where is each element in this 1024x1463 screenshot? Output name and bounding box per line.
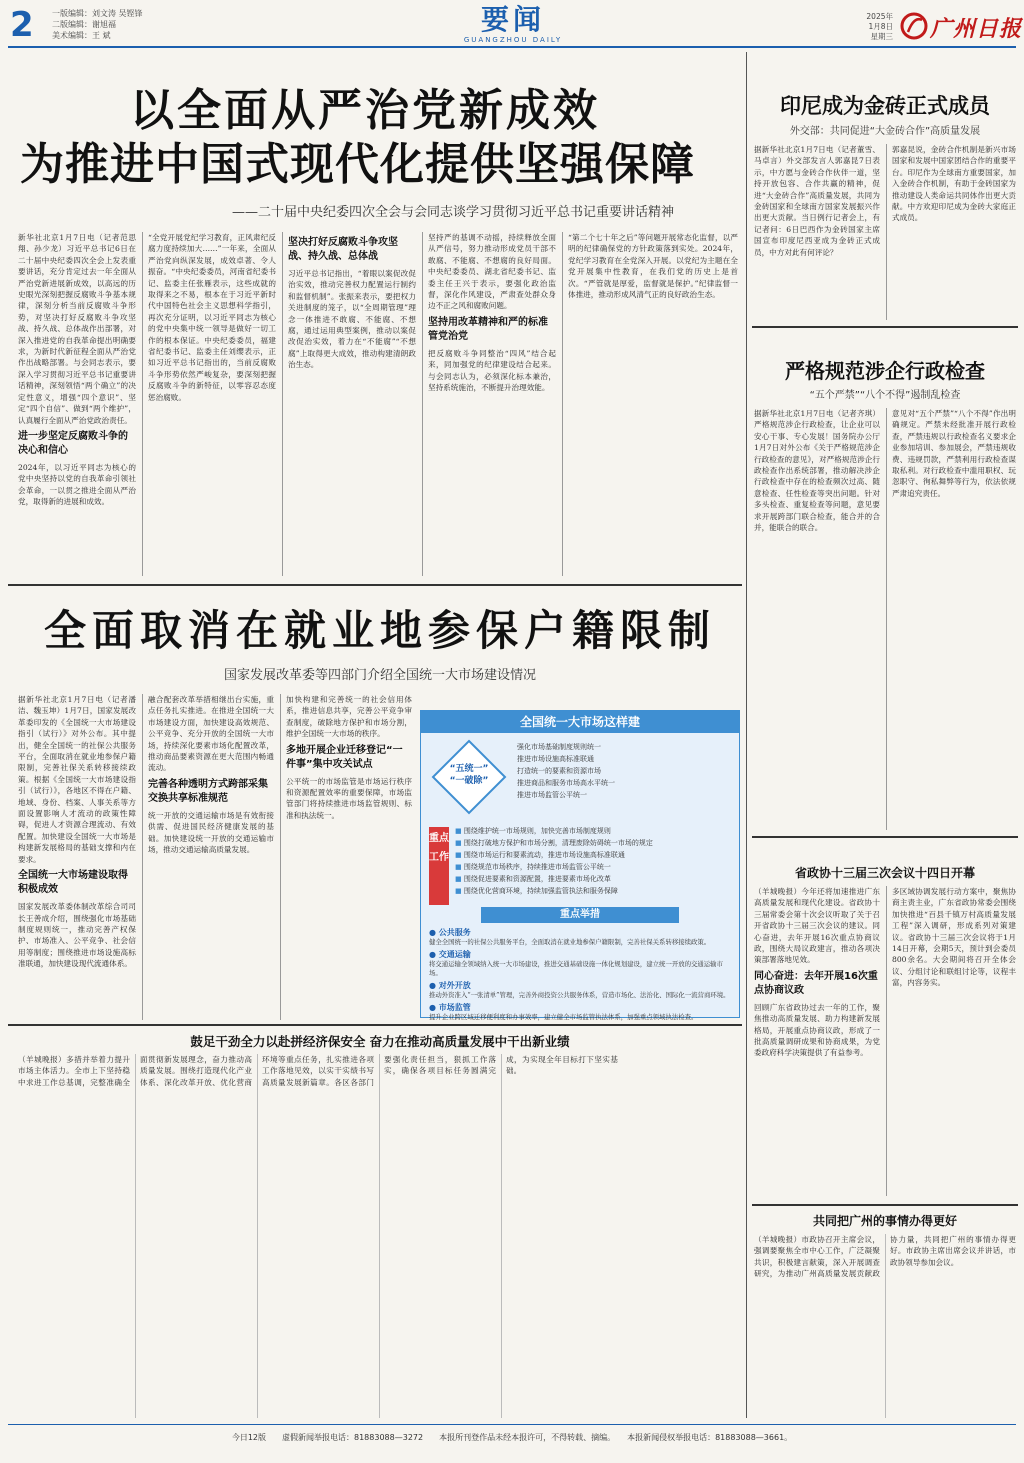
article2-title: 全面取消在就业地参保户籍限制 xyxy=(43,606,716,655)
article5-title: 省政协十三届三次会议十四日开幕 xyxy=(794,866,975,880)
work-item xyxy=(455,849,733,861)
editor-line-2: 二版编辑：谢旭福 xyxy=(52,20,116,29)
work-item-text: 围绕规范市场秩序，持续推进市场监管公平统一 xyxy=(463,863,611,871)
article1-subhead-3: 坚持用改革精神和严的标准管党治党 xyxy=(428,316,548,342)
article2-column-1 xyxy=(18,694,136,1020)
bullet-icon: ■ xyxy=(455,827,464,835)
article1-title-line2: 为推进中国式现代化提供坚强保障 xyxy=(20,139,695,190)
work-item xyxy=(455,837,733,849)
article1-column-2 xyxy=(148,232,276,576)
article2-bottom-rule xyxy=(8,1024,742,1026)
article4-title: 严格规范涉企行政检查 xyxy=(785,359,985,383)
work-item-text: 围绕促进要素和资源配置，推进要素市场化改革 xyxy=(463,875,611,883)
bullet-icon: ■ xyxy=(455,875,464,883)
infobox-work-tag: 重点工作 xyxy=(429,827,449,905)
article4-text-1: 据新华社北京1月7日电（记者齐琪）严格规范涉企行政检查，让企业可以安心干事、专心发展！国务院办公厅1月7日对外公布《关于严格规范涉企行政检查的意见》，对严格规范涉企行政检查作出系统部署，推动解决涉企行政检查中存在的检查频次过高、随意检查、任性检查等突出问题。针对多头检查、重复检查等问题，意见要求开展跨部门联合检查，能合并的合并，能联合的联合。 xyxy=(754,409,880,533)
measure-item xyxy=(429,1002,731,1022)
article6-text: （羊城晚报）多措并举着力提升市场主体活力。全市上下坚持稳中求进工作总基调，完整准确全面贯彻新发展理念，奋力推动高质量发展。围绕打造现代化产业体系、深化改革开放、优化营商环境等重点任务，扎实推进各项工作落地见效，以实干实绩书写高质量发展新篇章。各区各部门要强化责任担当，狠抓工作落实，确保各项目标任务圆满完成，为实现全年目标打下坚实基础。 xyxy=(18,1055,618,1087)
article2-text-3b: 公平统一的市场监管是市场运行秩序和资源配置效率的重要保障，市场监管部门将持续推进市场监管规则、标准和执法统一。 xyxy=(286,776,412,820)
work-item xyxy=(455,861,733,873)
work-item-text: 围绕优化营商环境，持续加强监管执法和服务保障 xyxy=(463,887,618,895)
article1-column-4 xyxy=(428,232,556,576)
column-divider xyxy=(142,694,143,1020)
infobox-title: 全国统一大市场这样建 xyxy=(421,711,739,733)
masthead-logo xyxy=(898,10,1022,42)
article1-bottom-rule xyxy=(8,584,742,586)
column-divider xyxy=(142,232,143,576)
column-divider xyxy=(280,694,281,1020)
five-item: 打造统一的要素和资源市场 xyxy=(517,767,601,775)
measure-name: 公共服务 xyxy=(438,928,471,937)
article2-subtitle: 国家发展改革委等四部门介绍全国统一大市场建设情况 xyxy=(223,668,536,683)
article2-text-2b: 统一开放的交通运输市场是有效衔接供需、促进国民经济健康发展的基础。加快建设统一开放的交通运输市场，推动交通运输高质量发展。 xyxy=(148,810,274,855)
five-item: 强化市场基础制度规则统一 xyxy=(517,743,601,751)
work-item-text: 围绕打破地方保护和市场分割，清理废除妨碍统一市场的规定 xyxy=(463,839,653,847)
measure-text: 将交通运输全领域纳入统一大市场建设，推进交通基础设施一体化规划建设，建立统一开放的交通运输市场。 xyxy=(429,960,723,977)
article1-text-1: 新华社北京1月7日电（记者范思翔、孙少龙）习近平总书记6日在二十届中央纪委四次全会上发表重要讲话，充分肯定过去一年全面从严治党新进展新成效，以高远的历史眼光深刻把握反腐败斗争基本规律，深刻分析当前反腐败斗争形势，对坚决打好反腐败斗争攻坚战、持久战、总体战作出部署，对深入推进党的自我革命提出明确要求，为新时代新征程全面从严治党作出战略部署。与会同志表示，要深入学习贯彻习近平总书记重要讲话精神，深刻领悟“两个确立”的决定性意义，增强“四个意识”、坚定“四个自信”、做到“两个维护”，认真履行全面从严治党政治责任。 xyxy=(18,233,136,425)
article5-column-1 xyxy=(754,886,880,1196)
column-divider xyxy=(282,232,283,576)
footer-rule xyxy=(8,1424,1016,1425)
article1-column-3 xyxy=(288,232,416,576)
infobox-measures xyxy=(429,927,731,1021)
bullet-icon: ■ xyxy=(455,887,464,895)
article5-column-2 xyxy=(892,886,1016,1196)
column-divider xyxy=(422,232,423,576)
article1-text-6: “第二个七十年之后”等问题开展常态化监督，以严明的纪律确保党的方针政策落到实处。2024年，党纪学习教育在全党深入开展。以党纪为主题在全党开展集中性教育，在我们党的历史上是首次。“严管就是厚爱，监督就是保护。”纪律监督一体推进，推动形成风清气正的良好政治生态。 xyxy=(568,233,738,300)
work-item-text: 围绕市场运行和要素流动，推进市场设施高标准联通 xyxy=(463,851,625,859)
infobox xyxy=(420,710,740,1021)
main-vertical-divider xyxy=(746,52,747,1418)
measure-name: 交通运输 xyxy=(438,950,471,959)
date-weekday: 星期三 xyxy=(870,32,893,41)
article2-text-3: 加快构建和完善统一的社会信用体系，推进信息共享，完善公平竞争审查制度，破除地方保护和市场分割，维护全国统一大市场的秩序。 xyxy=(286,695,412,739)
date-year: 2025年 xyxy=(866,12,893,21)
date-day: 1月8日 xyxy=(868,22,893,31)
article4-subtitle: “五个严禁”“八个不得”遏制乱检查 xyxy=(809,390,961,401)
infobox-measures-title: 重点举措 xyxy=(481,907,679,923)
five-item: 推进市场监管公平统一 xyxy=(517,791,587,799)
circle-bullet-icon: ● xyxy=(429,981,439,990)
measure-name: 市场监管 xyxy=(438,1003,471,1012)
measure-text: 健全全国统一的社保公共服务平台，全面取消在就业地参保户籍限制，完善社保关系转移接续政策。 xyxy=(429,938,711,946)
article1-text-1b: 2024年，以习近平同志为核心的党中央坚持以党的自我革命引领社会革命，一以贯之推进全面从严治党，取得新的进展和成效。 xyxy=(18,462,136,507)
article6-body xyxy=(18,1054,740,1418)
circle-bullet-icon: ● xyxy=(429,950,439,959)
work-item xyxy=(455,873,733,885)
article4-text-2: 意见对“五个严禁”“八个不得”作出明确规定。严禁未经批准开展行政检查，严禁违规以行政检查名义要求企业参加培训、参加展会，严禁违规收费、违规罚款，严禁利用行政检查谋取私利。对行政检查中滥用职权、玩忽职守、徇私舞弊等行为，依法依规严肃追究责任。 xyxy=(892,409,1016,498)
article2-text-1b: 国家发展改革委体制改革综合司司长王善成介绍，围绕强化市场基础制度规则统一，推动完善产权保护、市场准入、公平竞争、社会信用等制度；围绕推进市场设施高标准联通，加快建设现代流通体系。 xyxy=(18,902,136,969)
article7-body xyxy=(754,1234,1016,1418)
bullet-icon: ■ xyxy=(455,863,464,871)
footer-text: 今日12版 虚假新闻举报电话：81883088—3272 本报所刊登作品未经本报许可，不得转载、摘编。 本报新闻侵权举报电话：81883088—3661。 xyxy=(231,1433,793,1442)
section-subtitle: GUANGZHOU DAILY xyxy=(463,36,563,44)
article1-text-3: 习近平总书记指出，“着眼以案促改促治实效，推动完善权力配置运行制约和监督机制”。张振来表示，要把权力关进制度的笼子，以“全周期管理”理念一体推进不敢腐、不能腐、不想腐，通过运用典型案例，推动以案促改促治实效，着力在“不能腐”“不想腐”上取得更大成效，推动构建清朗政治生态。 xyxy=(288,269,416,370)
editor-credits xyxy=(52,8,143,41)
article5-bottom-rule xyxy=(752,1204,1018,1206)
article3-text-2: 郭嘉昆说，金砖合作机制是新兴市场国家和发展中国家团结合作的重要平台。印尼作为全球南方重要国家，加入金砖合作机制，有助于金砖国家为推动建设人类命运共同体作出更大贡献。中方欢迎印尼成为金砖大家庭正式成员。 xyxy=(892,145,1016,223)
article2-subhead-3: 多地开展企业迁移登记“一件事”集中攻关试点 xyxy=(286,744,403,770)
five-item: 推进市场设施高标准联通 xyxy=(517,755,594,763)
infobox-diamond-label: “五统一” “一破除” xyxy=(449,764,489,786)
article1-text-4: 坚持严的基调不动摇，持续释放全面从严信号，努力推动形成党员干部不敢腐、不能腐、不想腐的良好局面。中央纪委委员、湖北省纪委书记、监委主任王兴于表示，要强化政治监督，深化作风建设，严肃查处群众身边不正之风和腐败问题。 xyxy=(428,233,556,311)
measure-text: 推动外资准入“一张清单”管理，完善外商投资公共服务体系，营造市场化、法治化、国际化一流营商环境。 xyxy=(429,991,730,999)
page-number: 2 xyxy=(10,5,34,45)
article3-subtitle: 外交部：共同促进“大金砖合作”高质量发展 xyxy=(789,126,981,137)
infobox-work-list xyxy=(455,825,733,897)
infobox-five-items xyxy=(517,741,731,801)
article4-column-2 xyxy=(892,408,1016,830)
column-divider xyxy=(562,232,563,576)
measure-text: 提升企业跨区域迁移便利度和办事效率，建立健全市场监管执法体系，加强重点领域执法检查。 xyxy=(429,1013,698,1021)
bullet-icon: ■ xyxy=(455,851,464,859)
article2-column-3 xyxy=(286,694,412,1020)
work-item-text: 围绕维护统一市场规则，加快完善市场制度规则 xyxy=(463,827,611,835)
bullet-icon: ■ xyxy=(455,839,464,847)
article5-text-2: 多区域协调发展行动方案中，聚焦协商主责主业，广东省政协常委会围绕加快推进“百县千镇万村高质量发展工程”深入调研，形成系列对策建议。省政协十三届三次会议将于1月14日开幕，会期5天，预计到会委员800余名。大会期间将召开全体会议、分组讨论和联组讨论等，议程丰富，内容务实。 xyxy=(892,887,1016,988)
article1-text-5: 把反腐败斗争同整治“四风”结合起来，同加强党的纪律建设结合起来。与会同志认为，必须深化标本兼治，坚持系统施治，不断提升治理效能。 xyxy=(428,348,556,393)
article6-title: 鼓足干劲全力以赴拼经济保安全 奋力在推动高质量发展中干出新业绩 xyxy=(190,1034,570,1049)
circle-bullet-icon: ● xyxy=(429,928,439,937)
article1-column-5 xyxy=(568,232,738,576)
article7-title: 共同把广州的事情办得更好 xyxy=(812,1214,957,1228)
article3-text-1: 据新华社北京1月7日电（记者董雪、马卓言）外交部发言人郭嘉昆7日表示，中方愿与金砖合作伙伴一道，坚持开放包容、合作共赢的精神，促进“大金砖合作”高质量发展，共同为金砖国家和全球南方国家发展振兴作出更大贡献。当日例行记者会上，有记者问：6日巴西作为金砖国家主席国宣布印度尼西亚成为金砖正式成员，中方对此有何评论？ xyxy=(754,145,880,257)
article1-subhead-2: 坚决打好反腐败斗争攻坚战、持久战、总体战 xyxy=(288,237,398,262)
article4-bottom-rule xyxy=(752,836,1018,838)
work-item xyxy=(455,885,733,897)
article3-column-1 xyxy=(754,144,880,320)
article2-text-2: 融合配套改革举措相继出台实施，重点任务扎实推进。在推进全国统一大市场建设方面，加快建设高效规范、公平竞争、充分开放的全国统一大市场，持续深化要素市场化配置改革，推动商品要素资源在更大范围内畅通流动。 xyxy=(148,695,274,773)
measure-item xyxy=(429,927,731,947)
article3-column-2 xyxy=(892,144,1016,320)
article1-title-line1: 以全面从严治党新成效 xyxy=(130,85,600,136)
five-item: 推进商品和服务市场高水平统一 xyxy=(517,779,615,787)
article5-text-1: （羊城晚报）今年还将加速推进广东高质量发展和现代化建设。省政协十三届常委会第十次会议听取了关于召开省政协十三届三次会议的建议。同心奋进，去年开展16次重点协商议政，围绕大局议政建言，推动各项决策部署落地见效。 xyxy=(754,887,880,965)
measure-name: 对外开放 xyxy=(438,981,471,990)
circle-bullet-icon: ● xyxy=(429,1003,439,1012)
editor-line-1: 一版编辑：刘文涛 吴铿锋 xyxy=(52,9,143,18)
measure-item xyxy=(429,949,731,978)
article3-bottom-rule xyxy=(752,326,1018,328)
article5-text-1b: 回顾广东省政协过去一年的工作，聚焦推动高质量发展、助力构建新发展格局，开展重点协商议政，形成了一批高质量调研成果和协商成果，为党委政府科学决策提供了有益参考。 xyxy=(754,1002,880,1058)
article1-subhead-1: 进一步坚定反腐败斗争的决心和信心 xyxy=(18,430,128,456)
article2-subhead-2: 完善各种透明方式跨部采集交换共享标准规范 xyxy=(148,778,268,804)
header-rule xyxy=(8,46,1016,48)
column-divider xyxy=(886,144,887,320)
column-divider xyxy=(886,886,887,1196)
article2-text-1: 据新华社北京1月7日电（记者潘洁、魏玉坤）1月7日，国家发展改革委印发的《全国统一大市场建设指引（试行）》对外公布。其中提出，健全全国统一的社保公共服务平台，全面取消在就业地参保户籍限制，完善社保关系转移接续政策。根据《全国统一大市场建设指引（试行）》，各地区不得在户籍、地域、身份、档案、人事关系等方面设置影响人才流动的政策性障碍，促进人才资源合理流动、有效配置。加快建设全国统一大市场是构建新发展格局的基础支撑和内在要求。 xyxy=(18,695,136,864)
article1-text-2: “全党开展党纪学习教育，正风肃纪反腐力度持续加大……”一年来，全面从严治党向纵深发展，成效卓著、令人振奋。“中央纪委委员，河南省纪委书记、监委主任张雁表示，这些成就的取得来之不易，根本在于习近平新时代中国特色社会主义思想科学指引，再次充分证明，以习近平同志为核心的党中央集中统一领导是做好一切工作的根本保证。中央纪委委员，福建省纪委书记、监委主任刘缨表示，正如习近平总书记指出的，当前反腐败斗争形势依然严峻复杂，要深刻把握反腐败斗争的新特征，以零容忍态度惩治腐败。 xyxy=(148,233,276,402)
article2-subhead-1: 全国统一大市场建设取得积极成效 xyxy=(18,870,128,896)
article5-subhead-1: 同心奋进：去年开展16次重点协商议政 xyxy=(754,970,878,996)
article2-column-2 xyxy=(148,694,274,1020)
column-divider xyxy=(886,408,887,830)
work-item xyxy=(455,825,733,837)
article4-column-1 xyxy=(754,408,880,830)
article7-text: （羊城晚报）市政协召开主席会议，强调要聚焦全市中心工作，广泛凝聚共识，积极建言献策，深入开展调查研究，为推动广州高质量发展贡献政协力量，共同把广州的事情办得更好。市政协主席出席会议并讲话，市政协领导参加会议。 xyxy=(754,1235,1016,1279)
measure-item xyxy=(429,980,731,1000)
article1-column-1 xyxy=(18,232,136,576)
editor-line-3: 美术编辑：王 斌 xyxy=(52,31,111,40)
masthead-name: 广州日报 xyxy=(930,16,1023,42)
section-title: 要闻 xyxy=(480,3,545,36)
article1-subtitle: ——二十届中央纪委四次全会与会同志谈学习贯彻习近平总书记重要讲话精神 xyxy=(232,205,675,220)
article3-title: 印尼成为金砖正式成员 xyxy=(780,93,990,118)
issue-date xyxy=(847,12,893,42)
